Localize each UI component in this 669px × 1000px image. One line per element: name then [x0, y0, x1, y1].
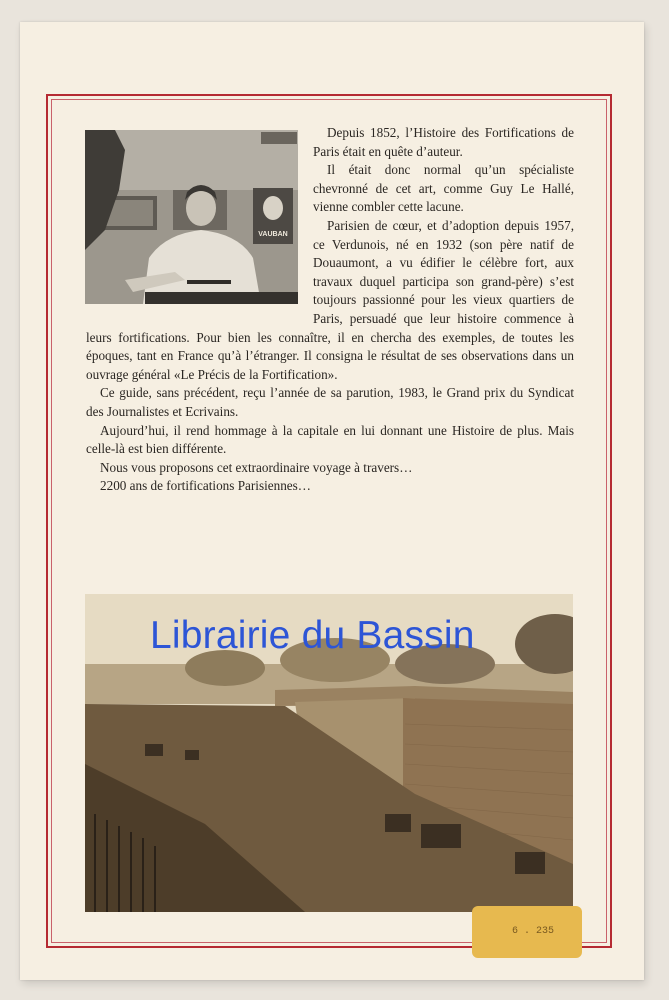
paragraph-1: Depuis 1852, l’Histoire des Fortifications de Paris était en quête d’auteur.	[313, 125, 574, 159]
paragraph-5: Aujourd’hui, il rend hommage à la capitale en lui donnant une Histoire de plus. Mais celle-là est bien différente.	[86, 422, 574, 457]
sticker-code: 6 . 235	[512, 926, 555, 937]
paragraph-4: Ce guide, sans précédent, reçu l’année de sa parution, 1983, le Grand prix du Syndicat des Journalistes et Ecrivains.	[86, 385, 574, 419]
paragraph-3: Parisien de cœur, et d’adoption depuis 1957, ce Verdunois, né en 1932 (son père natif de Douaumont, a vu édifier le célèbre fort, aux travaux duquel participa son grand-père) s’est toujours passionné pour les vieux quartiers de Paris, persuadé que leur histoire commence à leurs fortifications. Pour bien les connaître, il en chercha des exemples, de toutes les époques, tant en France qu’à l’étranger. Il consigna le résultat de ses observations dans un ouvrage général «Le Précis de la Fortification».	[86, 217, 574, 382]
paragraph-6: Nous vous proposons cet extraordinaire voyage à travers…	[100, 459, 413, 475]
description-text	[86, 124, 574, 496]
poster-label: VAUBAN	[258, 231, 288, 238]
watermark-text: Librairie du Bassin	[150, 614, 475, 657]
book-back-cover	[20, 22, 644, 980]
price-sticker	[472, 906, 582, 958]
paragraph-7: 2200 ans de fortifications Parisiennes…	[100, 478, 311, 494]
paragraph-2: Il était donc normal qu’un spécialiste chevronné de cet art, comme Guy Le Hallé, vienne combler cette lacune.	[313, 162, 574, 215]
